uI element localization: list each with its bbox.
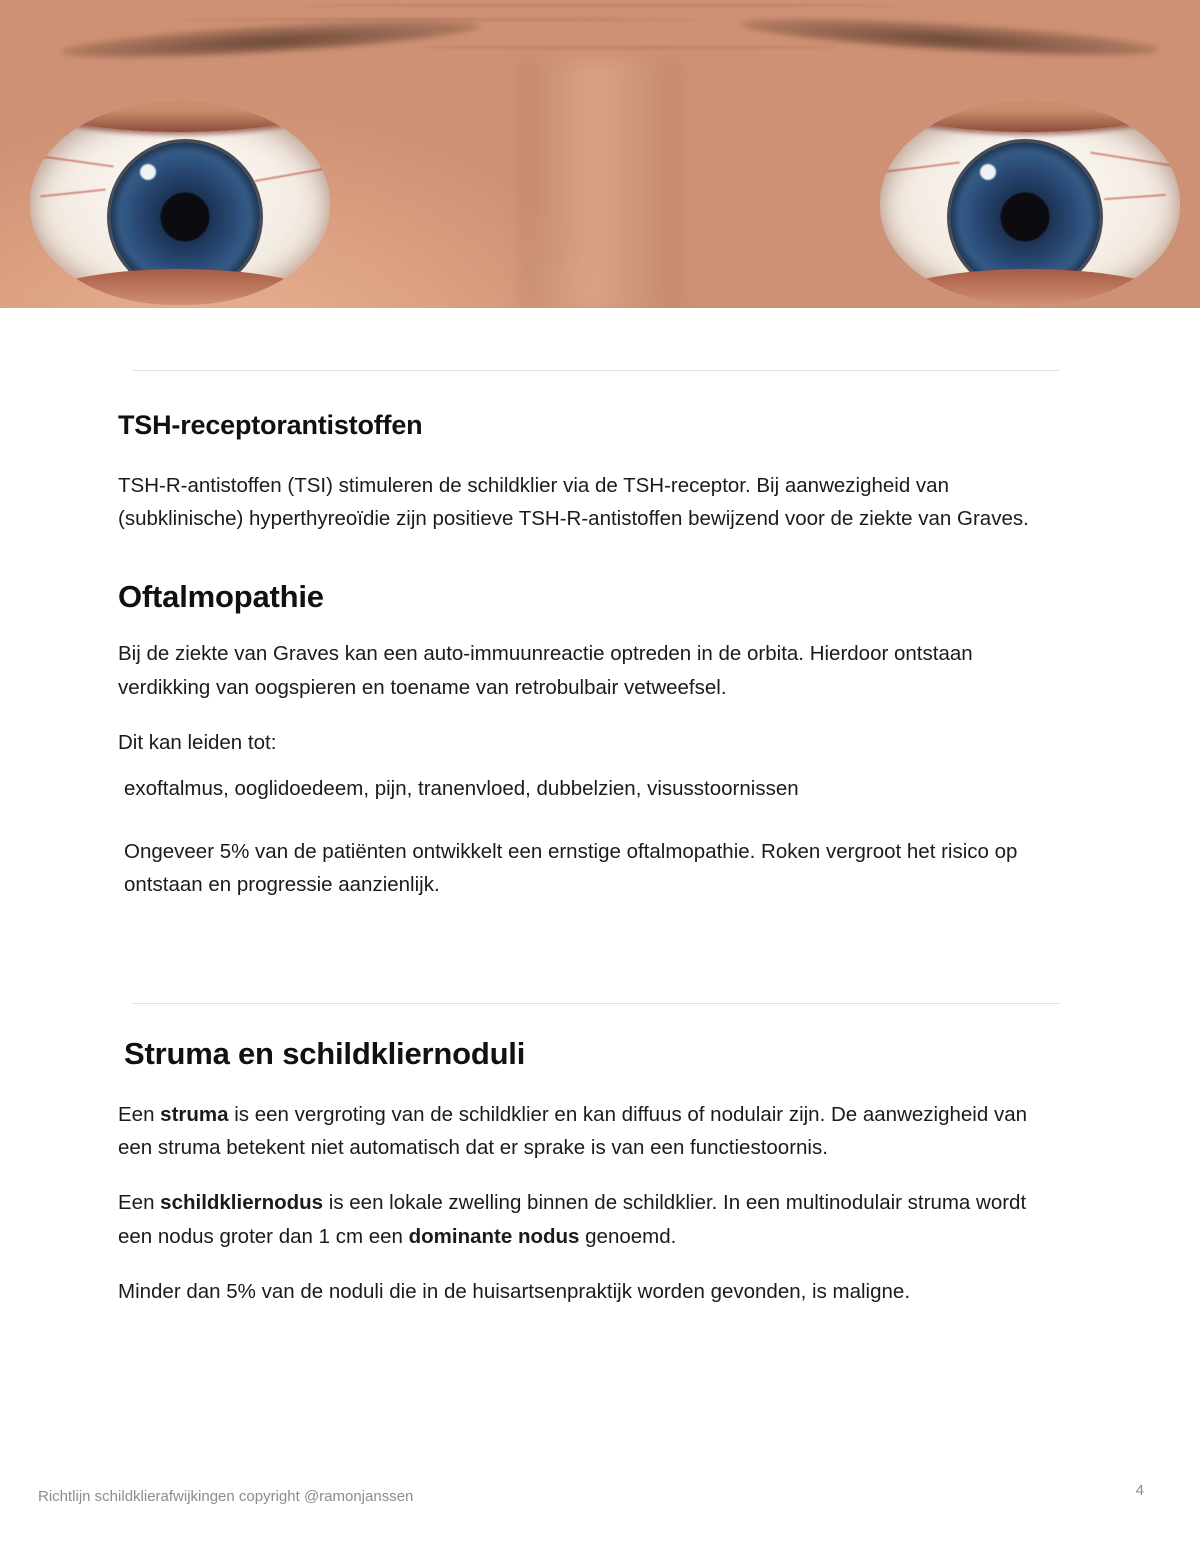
emphasized-term: dominante nodus bbox=[408, 1224, 580, 1248]
eye-left bbox=[30, 100, 330, 305]
sclera-vessel bbox=[40, 189, 106, 198]
sclera-vessel bbox=[886, 161, 960, 172]
text-run: is een lokale zwelling binnen de schildklier. In een multinodulair struma wordt een nodus groter dan 1 cm een bbox=[118, 1191, 1027, 1248]
lower-eyelid-right bbox=[880, 269, 1180, 305]
lower-eyelid-left bbox=[30, 269, 330, 305]
document-page bbox=[0, 308, 1200, 1553]
page-number: 4 bbox=[1135, 1482, 1144, 1499]
sclera-vessel bbox=[254, 168, 323, 182]
emphasized-term: schildkliernodus bbox=[160, 1191, 324, 1215]
callout-severity: Ongeveer 5% van de patiënten ontwikkelt een ernstige oftalmopathie. Roken vergroot het risico op ontstaan en progressie aanzienlijk. bbox=[124, 839, 1018, 896]
text-run: Een bbox=[118, 1103, 161, 1126]
divider-middle bbox=[132, 1003, 1060, 1004]
divider-top bbox=[132, 370, 1060, 371]
paragraph-oftalmopathie-lead: Dit kan leiden tot: bbox=[118, 730, 277, 754]
sclera-vessel bbox=[34, 154, 113, 167]
nose-bridge bbox=[520, 60, 680, 308]
text-run: Minder dan 5% van de noduli die in de huisartsenpraktijk worden gevonden, is maligne. bbox=[118, 1279, 911, 1303]
forehead-wrinkle bbox=[420, 46, 840, 49]
hero-image bbox=[0, 0, 1200, 308]
paragraph-maligniteit bbox=[118, 1275, 1058, 1308]
sclera-vessel bbox=[1090, 152, 1171, 167]
paragraph-struma bbox=[118, 1098, 1058, 1164]
content-block-lower bbox=[118, 1036, 1058, 1330]
eye-glint bbox=[140, 164, 156, 180]
content-block-upper bbox=[118, 410, 1058, 927]
emphasized-term: struma bbox=[160, 1103, 229, 1126]
text-run: Een bbox=[118, 1191, 161, 1215]
section-heading-tsh-receptorantistoffen: TSH-receptorantistoffen bbox=[118, 410, 423, 440]
section-heading-struma-en-schildkliernoduli: Struma en schildkliernoduli bbox=[124, 1036, 526, 1071]
sclera-vessel bbox=[1104, 194, 1166, 200]
forehead-wrinkle bbox=[300, 4, 900, 7]
paragraph-oftalmopathie-intro: Bij de ziekte van Graves kan een auto-immuunreactie optreden in de orbita. Hierdoor ontstaan verdikking van oogspieren en toename van retrobulbair vetweefsel. bbox=[118, 642, 973, 699]
paragraph-tsh-receptorantistoffen: TSH-R-antistoffen (TSI) stimuleren de schildklier via de TSH-receptor. Bij aanwezigheid van (subklinische) hyperthyreoïdie zijn positieve TSH-R-antistoffen bewijzend voor de ziekte van Graves. bbox=[118, 474, 1029, 531]
text-run: is een vergroting van de schildklier en kan diffuus of nodulair zijn. De aanwezigheid van een struma betekent niet automatisch dat er sprake is van een functiestoornis. bbox=[118, 1103, 1027, 1160]
text-run: genoemd. bbox=[579, 1224, 677, 1248]
paragraph-schildkliernodus bbox=[118, 1186, 1058, 1252]
section-heading-oftalmopathie: Oftalmopathie bbox=[118, 579, 324, 615]
eye-glint bbox=[980, 164, 996, 180]
callout-symptoms: exoftalmus, ooglidoedeem, pijn, tranenvloed, dubbelzien, visusstoornissen bbox=[124, 777, 799, 801]
footer-copyright: Richtlijn schildklierafwijkingen copyright @ramonjanssen bbox=[38, 1488, 414, 1505]
eye-right bbox=[880, 100, 1180, 305]
